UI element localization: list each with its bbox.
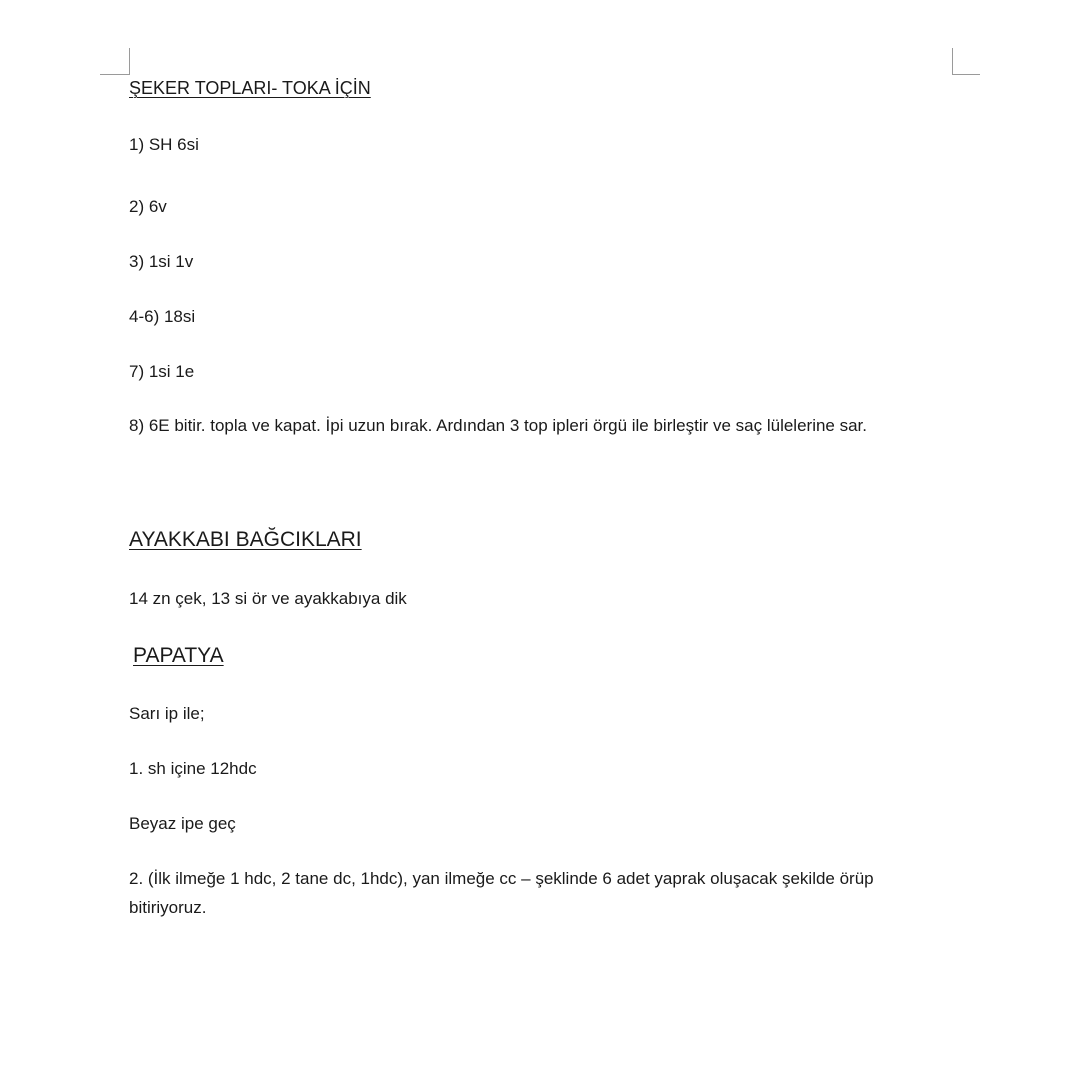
margin-corner-mark-top-right [952,48,980,75]
seker-step-2: 2) 6v [129,197,167,216]
seker-step-8: 8) 6E bitir. topla ve kapat. İpi uzun bırak. Ardından 3 top ipleri örgü ile birleştir ve saç lülelerine sar. [129,416,868,435]
papatya-line-1: Sarı ip ile; [129,704,205,723]
heading-papatya: PAPATYA [133,644,224,667]
seker-step-1: 1) SH 6si [129,135,199,154]
papatya-line-3: Beyaz ipe geç [129,814,236,833]
papatya-line-4: 2. (İlk ilmeğe 1 hdc, 2 tane dc, 1hdc), yan ilmeğe cc – şeklinde 6 adet yaprak oluşacak şekilde örüp bitiriyoruz. [129,869,874,917]
seker-step-7: 7) 1si 1e [129,362,195,381]
seker-step-4-6: 4-6) 18si [129,307,196,326]
margin-corner-mark-top-left [100,48,130,75]
papatya-line-2: 1. sh içine 12hdc [129,759,257,778]
seker-step-3: 3) 1si 1v [129,252,194,271]
heading-ayakkabi-bagciklari: AYAKKABI BAĞCIKLARI [129,528,362,551]
ayakkabi-instruction: 14 zn çek, 13 si ör ve ayakkabıya dik [129,589,407,608]
heading-seker-toplari: ŞEKER TOPLARI- TOKA İÇİN [129,78,371,98]
